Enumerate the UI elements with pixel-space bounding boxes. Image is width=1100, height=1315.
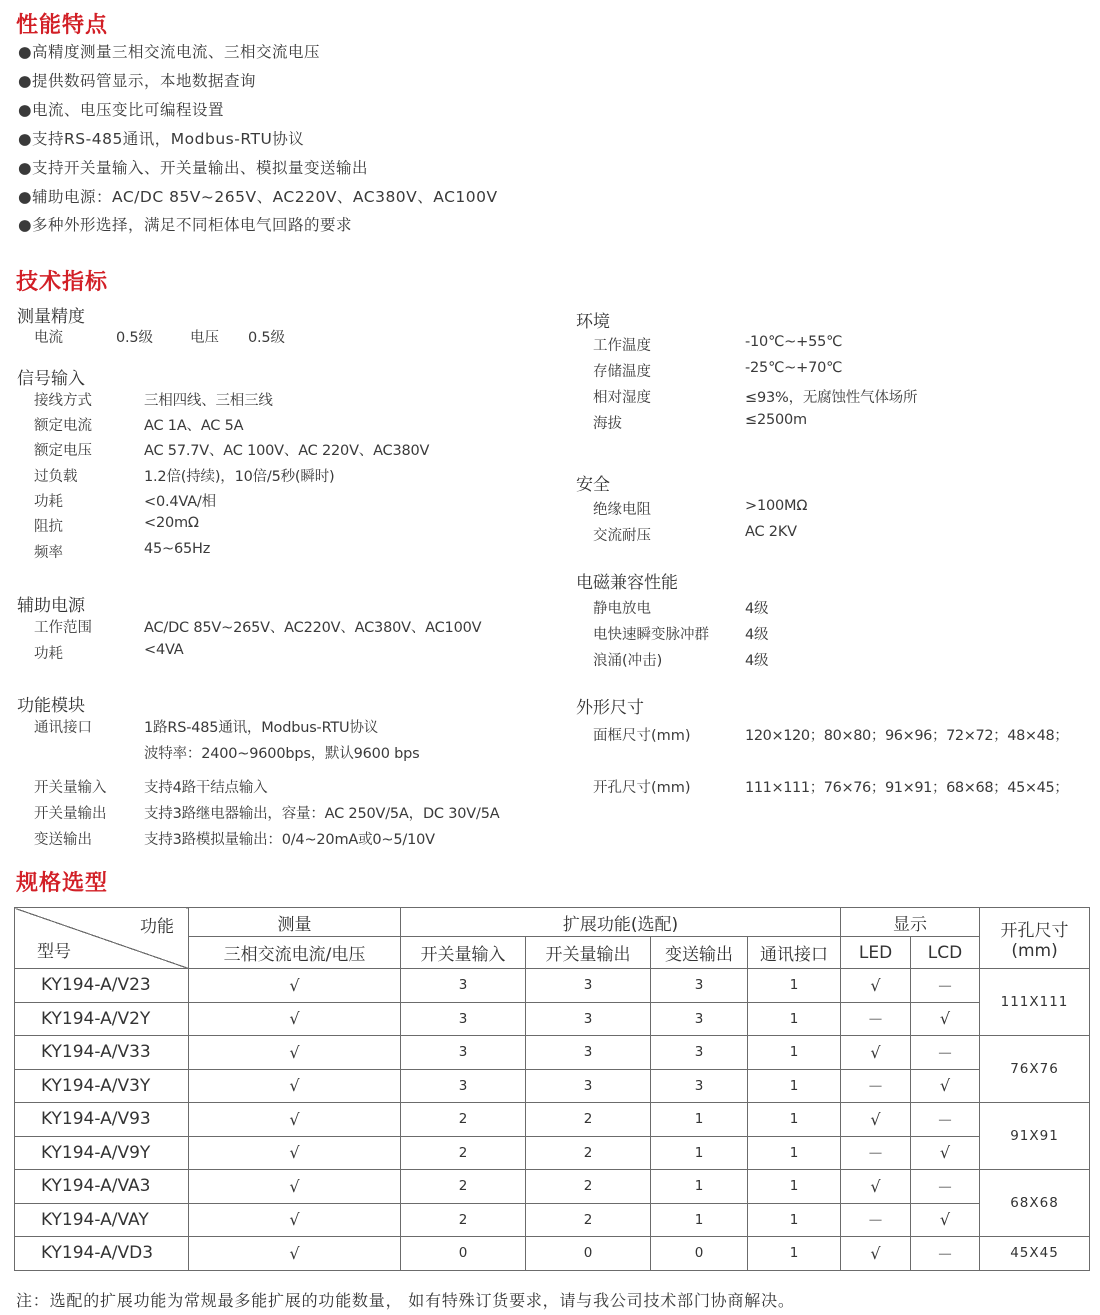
spec-label: 浪涌(冲击) [593,653,663,669]
do-cell: 3 [526,969,651,1003]
model-cell: KY194-A/V9Y [15,1136,189,1170]
spec-label: 过负载 [34,469,78,485]
feature-item: ●多种外形选择，满足不同柜体电气回路的要求 [18,216,353,234]
measure-cell: √ [189,1136,401,1170]
model-cell: KY194-A/V2Y [15,1002,189,1036]
lcd-cell: － [911,1103,980,1137]
spec-label: 接线方式 [34,393,92,409]
spec-value: 4级 [745,653,769,669]
feature-item: ●支持开关量输入、开关量输出、模拟量变送输出 [18,159,369,177]
do-cell: 3 [526,1036,651,1070]
spec-label: 绝缘电阻 [593,502,651,518]
measure-cell: √ [189,1237,401,1271]
spec-label: 变送输出 [34,832,92,848]
spec-value: <0.4VA/相 [144,494,216,510]
spec-label: 存储温度 [593,364,651,380]
model-cell: KY194-A/V3Y [15,1069,189,1103]
di-cell: 3 [401,1002,526,1036]
lcd-cell: － [911,1237,980,1271]
feature-item: ●提供数码管显示，本地数据查询 [18,72,257,90]
spec-label: 开孔尺寸(mm) [593,780,691,796]
ao-cell: 0 [651,1237,748,1271]
spec-label: 电快速瞬变脉冲群 [593,627,709,643]
ao-cell: 3 [651,1002,748,1036]
header-do: 开关量输出 [526,937,651,969]
accuracy-current-value: 0.5级 [116,330,153,346]
env-title: 环境 [576,312,610,332]
header-diagonal-cell [15,908,189,969]
spec-label: 静电放电 [593,601,651,617]
table-row [15,1237,1090,1271]
spec-label: 相对湿度 [593,390,651,406]
comm-cell: 1 [748,1237,841,1271]
specs-title: 技术指标 [16,270,109,295]
table-row [15,1002,1090,1036]
spec-value: 4级 [745,601,769,617]
do-cell: 0 [526,1237,651,1271]
table-row [15,1136,1090,1170]
lcd-cell: － [911,1170,980,1204]
model-cell: KY194-A/V93 [15,1103,189,1137]
do-cell: 3 [526,1002,651,1036]
header-measure: 测量 [189,908,401,937]
spec-label: 开关量输出 [34,806,107,822]
ao-cell: 3 [651,1069,748,1103]
cutout-size-cell: 76X76 [980,1036,1090,1103]
ao-cell: 1 [651,1203,748,1237]
spec-label: 面框尺寸(mm) [593,728,691,744]
spec-value: AC 1A、AC 5A [144,418,244,434]
di-cell: 2 [401,1136,526,1170]
spec-label: 工作范围 [34,620,92,636]
di-cell: 0 [401,1237,526,1271]
table-row [15,1036,1090,1070]
model-cell: KY194-A/VD3 [15,1237,189,1271]
ao-cell: 3 [651,969,748,1003]
led-cell: － [841,1002,911,1036]
spec-value: 1路RS-485通讯，Modbus-RTU协议 [144,720,379,736]
header-ext: 扩展功能(选配) [401,908,841,937]
spec-value: 45~65Hz [144,541,211,557]
spec-label: 阻抗 [34,519,63,535]
spec-value: ≤93%，无腐蚀性气体场所 [745,390,918,406]
aux-title: 辅助电源 [17,596,85,616]
led-cell: √ [841,1103,911,1137]
comm-cell: 1 [748,1170,841,1204]
spec-value: ≤2500m [745,412,807,428]
di-cell: 3 [401,1036,526,1070]
spec-label: 功耗 [34,494,63,510]
do-cell: 2 [526,1103,651,1137]
di-cell: 2 [401,1170,526,1204]
comm-cell: 1 [748,1002,841,1036]
comm-cell: 1 [748,1036,841,1070]
spec-value: AC 2KV [745,524,797,540]
spec-value: AC/DC 85V~265V、AC220V、AC380V、AC100V [144,620,482,636]
led-cell: √ [841,1036,911,1070]
lcd-cell: √ [911,1136,980,1170]
spec-label: 频率 [34,545,63,561]
header-ao: 变送输出 [651,937,748,969]
ao-cell: 1 [651,1136,748,1170]
do-cell: 2 [526,1203,651,1237]
ao-cell: 1 [651,1170,748,1204]
spec-value: 三相四线、三相三线 [144,393,273,409]
spec-label: 交流耐压 [593,528,651,544]
header-cutout-label: 开孔尺寸 [1000,920,1069,941]
measure-cell: √ [189,1002,401,1036]
spec-value: -25℃~+70℃ [745,360,843,376]
cutout-size-cell: 111X111 [980,969,1090,1036]
emc-title: 电磁兼容性能 [576,573,678,593]
model-cell: KY194-A/VAY [15,1203,189,1237]
header-comm: 通讯接口 [748,937,841,969]
di-cell: 2 [401,1203,526,1237]
model-cell: KY194-A/V33 [15,1036,189,1070]
measure-cell: √ [189,1103,401,1137]
spec-label: 开关量输入 [34,780,107,796]
ao-cell: 3 [651,1036,748,1070]
measure-cell: √ [189,1069,401,1103]
lcd-cell: √ [911,1203,980,1237]
model-cell: KY194-A/VA3 [15,1170,189,1204]
led-cell: － [841,1136,911,1170]
header-cutout [980,908,1090,969]
led-cell: － [841,1069,911,1103]
footnote: 注：选配的扩展功能为常规最多能扩展的功能数量， 如有特殊订货要求，请与我公司技术部门协商解决。 [16,1291,795,1310]
measure-cell: √ [189,1036,401,1070]
spec-value: 120×120；80×80；96×96；72×72；48×48； [745,728,1069,744]
feature-item: ●电流、电压变比可编程设置 [18,101,225,119]
table-row [15,1203,1090,1237]
table-row [15,1170,1090,1204]
header-function: 功能 [140,917,174,937]
table-row [15,1069,1090,1103]
cutout-size-cell: 91X91 [980,1103,1090,1170]
comm-cell: 1 [748,969,841,1003]
header-led: LED [841,937,911,969]
spec-value-baud: 波特率：2400~9600bps，默认9600 bps [144,746,420,762]
feature-item: ●高精度测量三相交流电流、三相交流电压 [18,43,321,61]
table-row [15,1103,1090,1137]
accuracy-current-label: 电流 [34,330,63,346]
dims-title: 外形尺寸 [576,698,644,718]
led-cell: － [841,1203,911,1237]
accuracy-voltage-label: 电压 [190,330,219,346]
spec-value: 支持3路模拟量输出：0/4~20mA或0~5/10V [144,832,435,848]
lcd-cell: √ [911,1002,980,1036]
do-cell: 3 [526,1069,651,1103]
model-cell: KY194-A/V23 [15,969,189,1003]
spec-label: 功耗 [34,646,63,662]
spec-value: <4VA [144,642,184,658]
lcd-cell: － [911,1036,980,1070]
ao-cell: 1 [651,1103,748,1137]
spec-label: 额定电压 [34,443,92,459]
header-measure-sub: 三相交流电流/电压 [189,937,401,969]
do-cell: 2 [526,1136,651,1170]
safety-title: 安全 [576,475,610,495]
comm-cell: 1 [748,1069,841,1103]
header-display: 显示 [841,908,980,937]
features-title: 性能特点 [16,13,109,38]
spec-value: -10℃~+55℃ [745,334,843,350]
spec-value: 支持4路干结点输入 [144,780,268,796]
led-cell: √ [841,1170,911,1204]
accuracy-voltage-value: 0.5级 [248,330,285,346]
spec-value: 支持3路继电器输出，容量：AC 250V/5A，DC 30V/5A [144,806,500,822]
header-cutout-unit: (mm) [1011,940,1058,961]
measure-cell: √ [189,1203,401,1237]
spec-label: 额定电流 [34,418,92,434]
header-di: 开关量输入 [401,937,526,969]
comm-cell: 1 [748,1103,841,1137]
cutout-size-cell: 45X45 [980,1237,1090,1271]
lcd-cell: － [911,969,980,1003]
measure-cell: √ [189,969,401,1003]
led-cell: √ [841,1237,911,1271]
signal-title: 信号输入 [17,369,85,389]
measure-cell: √ [189,1170,401,1204]
di-cell: 3 [401,969,526,1003]
header-lcd: LCD [911,937,980,969]
accuracy-title: 测量精度 [17,307,85,327]
modules-title: 功能模块 [17,696,85,716]
spec-value: 111×111；76×76；91×91；68×68；45×45； [745,780,1069,796]
led-cell: √ [841,969,911,1003]
spec-value: 4级 [745,627,769,643]
di-cell: 3 [401,1069,526,1103]
spec-value: >100MΩ [745,498,808,514]
feature-item: ●辅助电源：AC/DC 85V~265V、AC220V、AC380V、AC100V [18,188,498,206]
comm-cell: 1 [748,1136,841,1170]
spec-value: 1.2倍(持续)，10倍/5秒(瞬时) [144,469,335,485]
do-cell: 2 [526,1170,651,1204]
header-model: 型号 [37,942,71,962]
selection-title: 规格选型 [16,871,109,896]
spec-label: 通讯接口 [34,720,92,736]
feature-item: ●支持RS-485通讯，Modbus-RTU协议 [18,130,305,148]
spec-label: 工作温度 [593,338,651,354]
selection-table [14,907,1090,1271]
spec-label: 海拔 [593,416,622,432]
spec-value: <20mΩ [144,515,199,531]
comm-cell: 1 [748,1203,841,1237]
lcd-cell: √ [911,1069,980,1103]
cutout-size-cell: 68X68 [980,1170,1090,1237]
spec-value: AC 57.7V、AC 100V、AC 220V、AC380V [144,443,430,459]
di-cell: 2 [401,1103,526,1137]
table-row [15,969,1090,1003]
